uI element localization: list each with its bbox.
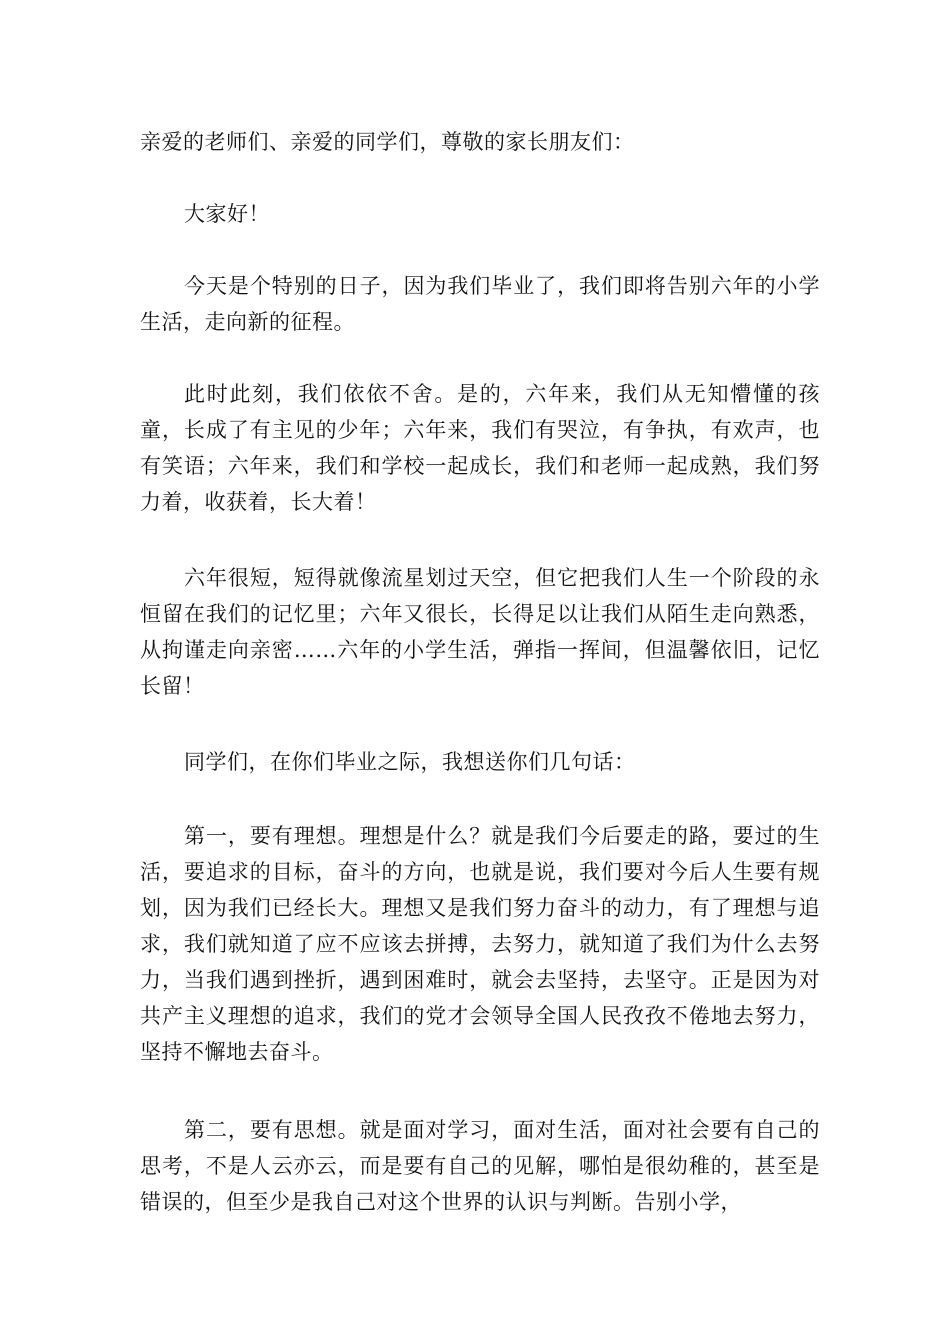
paragraph-second-thinking: 第二，要有思想。就是面对学习，面对生活，面对社会要有自己的思考，不是人云亦云，而是要有自己的见解，哪怕是很幼稚的，甚至是错误的，但至少是我自己对这个世界的认识与判断。告别小学， bbox=[140, 1118, 820, 1214]
paragraph-first-ideals: 第一，要有理想。理想是什么？就是我们今后要走的路，要过的生活，要追求的目标，奋斗的方向，也就是说，我们要对今后人生要有规划，因为我们已经长大。理想又是我们努力奋斗的动力，有了理想与追求，我们就知道了应不应该去拼搏，去努力，就知道了我们为什么去努力，当我们遇到挫折，遇到困难时，就会去坚持，去坚守。正是因为对共产主义理想的追求，我们的党才会领导全国人民孜孜不倦地去努力，坚持不懈地去奋斗。 bbox=[140, 824, 820, 1064]
paragraph-memories: 六年很短，短得就像流星划过天空，但它把我们人生一个阶段的永恒留在我们的记忆里；六年又很长，长得足以让我们从陌生走向熟悉，从拘谨走向亲密……六年的小学生活，弹指一挥间，但温馨依旧，记忆长留！ bbox=[140, 566, 820, 698]
greeting: 大家好！ bbox=[184, 202, 270, 226]
salutation: 亲爱的老师们、亲爱的同学们，尊敬的家长朋友们： bbox=[140, 130, 635, 154]
paragraph-advice-intro: 同学们，在你们毕业之际，我想送你们几句话： bbox=[184, 750, 636, 774]
paragraph-graduation-day: 今天是个特别的日子，因为我们毕业了，我们即将告别六年的小学生活，走向新的征程。 bbox=[140, 274, 820, 334]
paragraph-six-years-growth: 此时此刻，我们依依不舍。是的，六年来，我们从无知懵懂的孩童，长成了有主见的少年；六年来，我们有哭泣，有争执，有欢声，也有笑语；六年来，我们和学校一起成长，我们和老师一起成熟，我们努力着，收获着，长大着！ bbox=[140, 382, 820, 514]
